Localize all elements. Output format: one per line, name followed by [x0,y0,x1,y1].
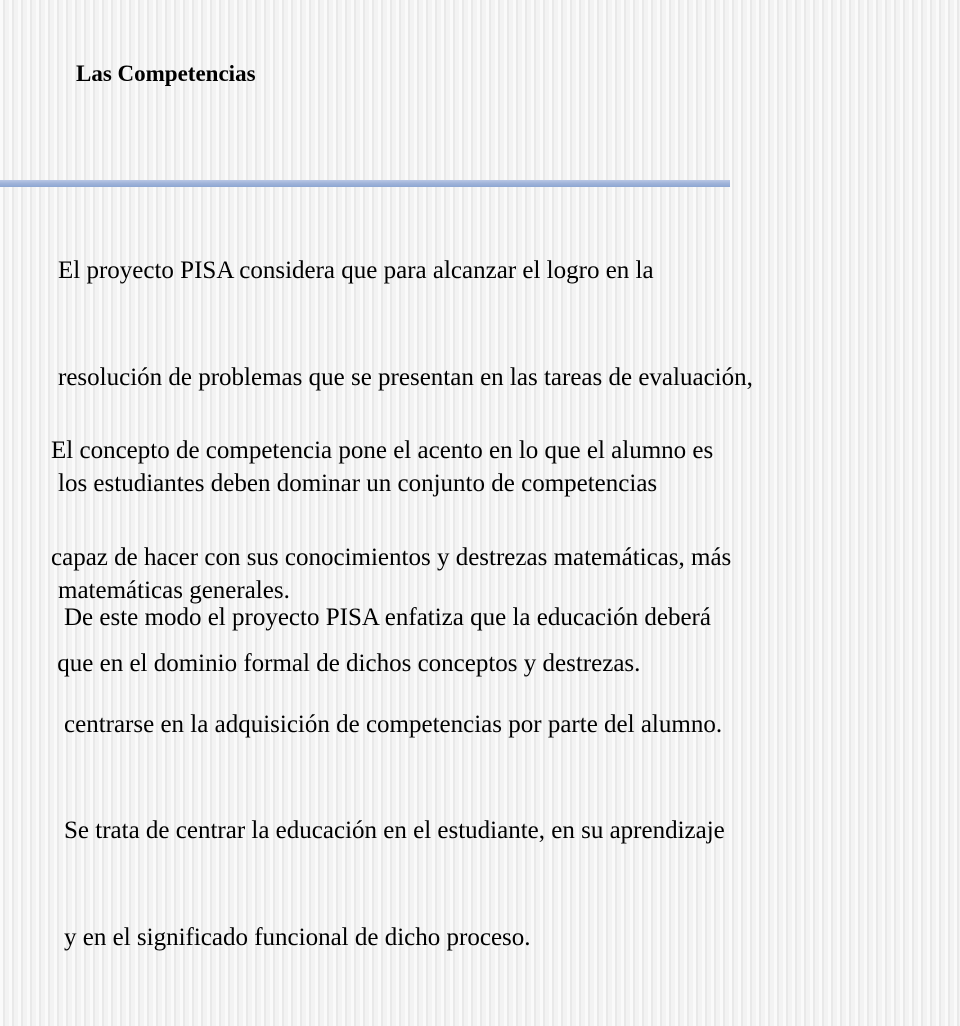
paragraph-line: Se trata de centrar la educación en el estudiante, en su aprendizaje [64,817,725,844]
paragraph-line: los estudiantes deben dominar un conjunto de competencias [58,470,658,497]
paragraph-line: De este modo el proyecto PISA enfatiza que la educación deberá [64,604,711,631]
paragraph-line: capaz de hacer con sus conocimientos y destrezas matemáticas, más [51,543,732,571]
paragraph-line: que en el dominio formal de dichos conceptos y destrezas. [51,650,641,677]
paragraph-line: El concepto de competencia pone el acento en lo que el alumno es [51,437,714,464]
paragraph-line: El proyecto PISA considera que para alcanzar el logro en la [58,257,654,284]
slide-title: Las Competencias [76,61,256,86]
paragraph-line: y en el significado funcional de dicho proceso. [64,923,531,951]
paragraph-line: centrarse en la adquisición de competencias por parte del alumno. [64,710,723,738]
paragraph-line: matemáticas generales. [58,576,290,604]
paragraph-education-focus [64,529,725,1026]
paragraph-line: resolución de problemas que se presentan en las tareas de evaluación, [58,363,753,391]
